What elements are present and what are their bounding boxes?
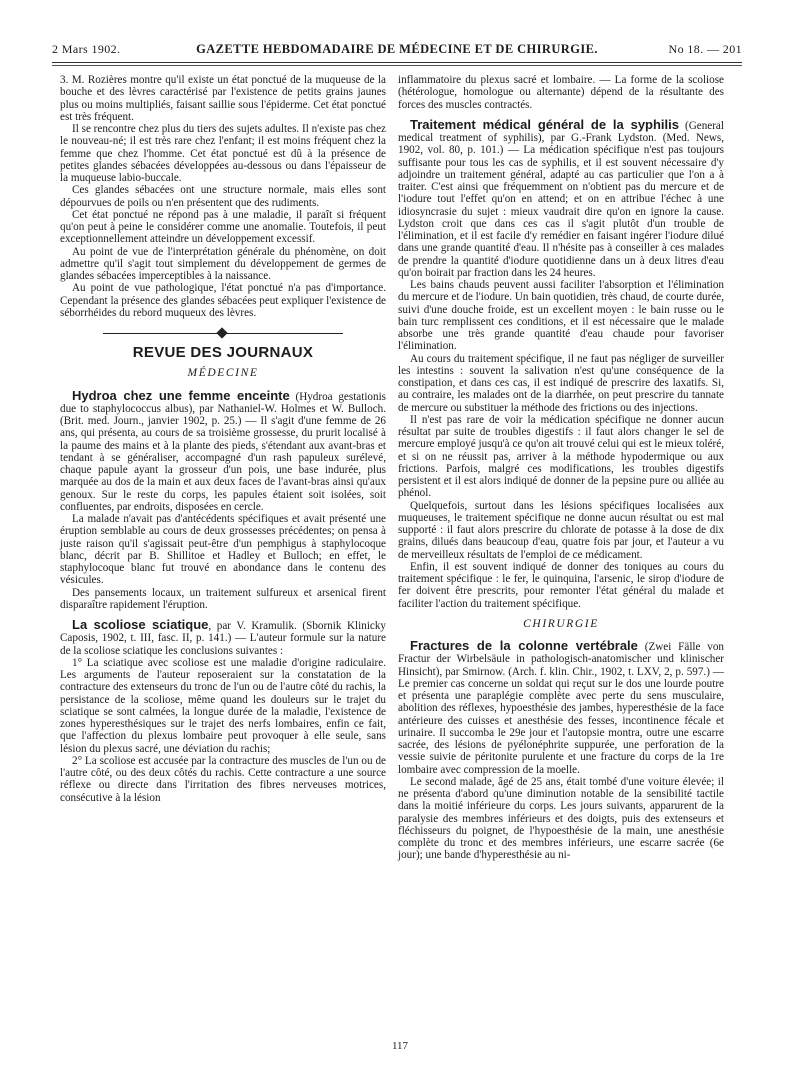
header-rule (52, 62, 742, 63)
article-title: La scoliose sciatique (72, 617, 209, 632)
article-fractures (398, 640, 724, 776)
article-reference: (General medical treatment of syphilis), par G.-Frank Lydston. (Med. News, 1902, vol. 80, p. 101.) — La médication spécifique n'est pas toujours suffisante pour tous les cas de syphilis, et il est souvent nécessaire d'y adjoindre un traitement général, adapté au cas particulier que l'on a à traiter. C'est ainsi que fréquemment on n'obtient pas du mercure et de l'iodure tout l'effet qu'on en attend; et on en attribue l'échec à une idiosyncrasie du sujet : mieux vaudrait dire qu'on en ignore la cause. Lydston croit que dans ces cas il s'agit plutôt d'un trouble de l'élimination, et il est facile d'y remédier en faisant ingérer l'iodure dilué dans une grande quantité d'eau. Il n'hésite pas à conseiller à ces malades de prendre la quantité d'iodure quotidienne dans un à deux litres d'eau qu'on boirait par fraction dans les 24 heures. (398, 119, 724, 279)
running-header (52, 40, 742, 60)
left-column (60, 74, 386, 804)
article-reference: , par V. Kramulik. (Sbornik Klinicky Caposis, 1902, t. III, fasc. II, p. 141.) — L'auteur formule sur la nature de la scoliose sciatique les conclusions suivantes : (60, 620, 386, 657)
paragraph: Les bains chauds peuvent aussi faciliter l'absorption et l'élimination du mercure et de l'iodure. Un bain quotidien, très chaud, de courte durée, suivi d'une douche froide, est un excellent moyen : le bain russe ou le bain turc remplissent ces conditions, et il est nécessaire que le malade absorbe une très grande quantité d'eau chaude pour favoriser l'élimination. (398, 279, 724, 353)
header-journal-title: GAZETTE HEBDOMADAIRE DE MÉDECINE ET DE CHIRURGIE. (196, 42, 598, 56)
paragraph: Le second malade, âgé de 25 ans, était tombé d'une voiture élevée; il ne présenta d'abord qu'une diminution notable de la sensibilité tactile dans la moitié inférieure du corps. Les jours suivants, apparurent de la paralysie des membres inférieurs et des doigts, puis des extenseurs et fléchisseurs du poignet, de l'hypoesthésie de la main, une anesthésie complète du tronc et des membres inférieurs, une escarre sacrée (6e jour); une bande d'hyperesthésie au ni- (398, 775, 724, 862)
paragraph: Enfin, il est souvent indiqué de donner des toniques au cours du traitement spécifique : le fer, le quinquina, l'arsenic, le sirop d'iodure de fer doivent être prescrits, pour remonter l'état général du malade et faciliter l'action du traitement spécifique. (398, 560, 724, 610)
paragraph: Il se rencontre chez plus du tiers des sujets adultes. Il n'existe pas chez le nouveau-né; il est très rare chez l'enfant; il est moins fréquent chez la femme que chez l'homme. Cet état ponctué est dû à la présence de petites glandes sébacées développées au-dessous ou dans l'épaisseur de la muqueuse labio-buccale. (60, 123, 386, 184)
diamond-ornament-icon (216, 327, 227, 338)
article-scoliose (60, 619, 386, 657)
header-issue: No 18. — 201 (668, 42, 742, 56)
header-date: 2 Mars 1902. (52, 42, 121, 56)
paragraph: Au point de vue pathologique, l'état ponctué n'a pas d'importance. Cependant la présence des glandes sébacées peut expliquer l'existence de séborrhéides du rebord muqueux des lèvres. (60, 282, 386, 319)
article-syphilis (398, 116, 724, 279)
paragraph: inflammatoire du plexus sacré et lombaire. — La forme de la scoliose (hétérologue, homologue ou alternante) dépend de la résultante des forces des muscles contractés. (398, 74, 724, 111)
page-number: 117 (391, 1040, 409, 1052)
article-hydroa (60, 387, 386, 514)
section-title: REVUE DES JOURNAUX (132, 344, 314, 361)
article-title: Hydroa chez une femme enceinte (72, 387, 290, 403)
paragraph: Ces glandes sébacées ont une structure normale, mais elles sont dépourvues de poils ou n'en présentent que des rudiments. (60, 184, 386, 209)
paragraph: La malade n'avait pas d'antécédents spécifiques et avait présenté une éruption semblable au cours de deux grossesses précédentes; on pensa à juste raison qu'il s'agissait peut-être d'un pemphigus à staphylocoque blanc, décrit par B. Shillitoe et Hadley et Bulloch; en effet, le staphylocoque blanc fut trouvé en abondance dans le contenu des vésicules. (60, 513, 386, 587)
article-reference: (Hydroa gestationis due to staphylococcus albus), par Nathaniel-W. Holmes et W. Bulloch. (Brit. med. Journ., janvier 1902, p. 25.) — Il s'agit d'une femme de 26 ans, qui présenta, au cours de sa troisième grossesse, du prurit localisé à la paume des mains et à la plante des pieds, s'étendant aux avant-bras et tendant à se généraliser, accompagné d'un rash papuleux surélevé, chaque papule ayant la grosseur d'un pois, une base indurée, plus marquée au dos de la main et aux deux faces de l'avant-bras ainsi qu'aux genoux. Sur le reste du corps, les papules étaient soit isolées, soit confluentes, par endroits, disposées en cercle. (60, 390, 386, 513)
paragraph: 1° La sciatique avec scoliose est une maladie d'origine radiculaire. Les arguments de l'auteur reposeraient sur la constatation de la contracture des extenseurs du tronc de l'un ou de l'autre côté du rachis, la persistance de la scoliose, même quand les douleurs sur le trajet du sciatique se sont calmées, la longue durée de la maladie, l'existence de zones hyperesthésiques sur le trajet des nerfs lombaires, enfin ce fait, que l'affection du plexus lombaire peut provoquer à elle seule, sans lésion du plexus sacré, une déviation du rachis; (60, 656, 386, 755)
article-reference: (Zwei Fälle von Fractur der Wirbelsäule in pathologisch-anatomischer und klinischer Hinsicht), par Smirnow. (Arch. f. klin. Chir., 1902, t. LXV, 2, p. 597.) — Le premier cas concerne un soldat qui reçut sur le dos une lourde poutre et présenta une paraplégie complète avec perte du sens musculaire, abolition des réflexes, hypoesthésie des jambes, hyperesthésie de la face antérieure des cuisses et anesthésie des fesses, incontinence fécale et urinaire. Il succomba le 29e jour et l'autopsie montra, outre une escarre sacrée, des lésions de pyélonéphrite suppurée, une perforation de la vessie suivie de péritonite purulente et une fracture du corps de la 1re lombaire avec compression de la moelle. (398, 641, 724, 776)
article-title: Traitement médical général de la syphilis (410, 116, 679, 132)
paragraph: Quelquefois, surtout dans les lésions spécifiques localisées aux muqueuses, le traitement spécifique ne donne aucun résultat ou est mal supporté : il faut alors prescrire du chlorate de potasse à la dose de dix grains, dilués dans beaucoup d'eau, quatre fois par jour, et l'auteur a vu de merveilleux résultats de l'emploi de ce médicament. (398, 499, 724, 561)
right-column (398, 74, 724, 862)
header-rule-thin (52, 65, 742, 66)
article-title: Fractures de la colonne vertébrale (410, 638, 638, 653)
paragraph: Cet état ponctué ne répond pas à une maladie, il paraît si fréquent qu'on peut à peine le considérer comme une anomalie. Toutefois, il peut exceptionnellement atteindre un développement excessif. (60, 208, 386, 246)
paragraph: 3. M. Rozières montre qu'il existe un état ponctué de la muqueuse de la bouche et des lèvres caractérisé par l'existence de petits grains jaunes plus ou moins multipliés, faisant saillie sous l'épiderme. Cet état ponctué est très fréquent. (60, 74, 386, 123)
paragraph: Au cours du traitement spécifique, il ne faut pas négliger de surveiller les intestins : souvent la salivation n'est qu'une conséquence de la constipation, et dans ces cas, il est indiqué de prescrire des laxatifs. Si, au contraire, les malades ont de la diarrhée, on peut prescrire du tannate de mercure ou substituer la méthode des frictions ou des injections. (398, 352, 724, 414)
section-separator (103, 329, 343, 339)
paragraph: Des pansements locaux, un traitement sulfureux et arsenical firent disparaître rapidement l'éruption. (60, 586, 386, 611)
paragraph: Il n'est pas rare de voir la médication spécifique ne donner aucun résultat par suite de troubles digestifs : il faut alors changer le sel de mercure employé jusqu'à ce qu'on ait trouvé celui qui est le mieux toléré, et si on ne réussit pas, arriver à la méthode hypodermique ou aux frictions. Parfois, malgré ces modifications, les troubles digestifs persistent et il est alors indiqué de donner de la pepsine pure ou alliée au phénol. (398, 413, 724, 500)
subsection-medecine: MÉDECINE (187, 367, 259, 380)
paragraph: 2° La scoliose est accusée par la contracture des muscles de l'un ou de l'autre côté, ou des deux côtés du rachis. Cette contracture a une source réflexe ou directe dans l'irritation des fibres nerveuses motrices, consécutive à la lésion (60, 754, 386, 804)
paragraph: Au point de vue de l'interprétation générale du phénomène, on doit admettre qu'il s'agit tout simplement du développement de germes de glandes sébacées imperceptibles à la naissance. (60, 245, 386, 282)
subsection-chirurgie: CHIRURGIE (523, 617, 599, 630)
